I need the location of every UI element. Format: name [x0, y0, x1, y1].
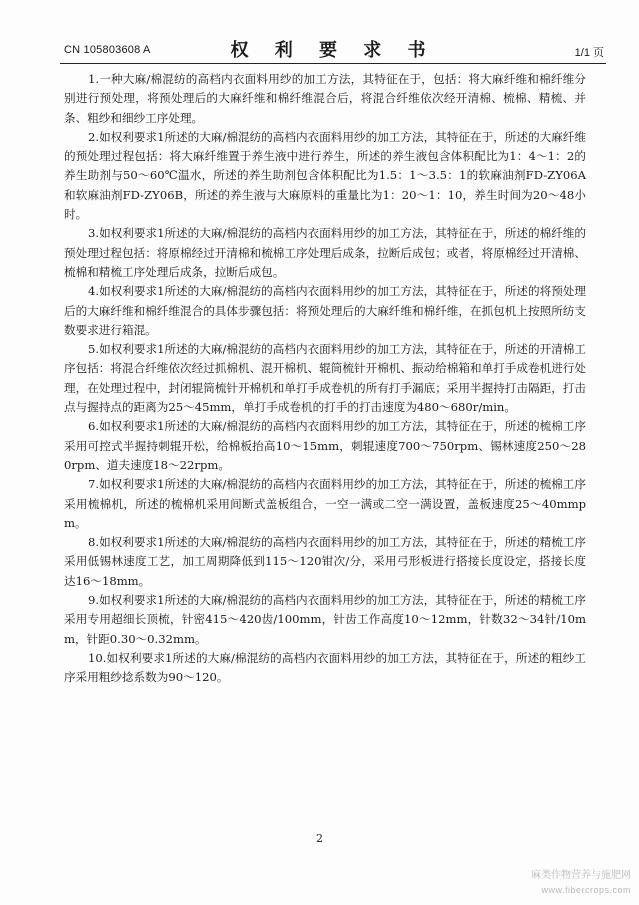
claim-1: 1.一种大麻/棉混纺的高档内衣面料用纱的加工方法，其特征在于，包括：将大麻纤维和棉纤维分别进行预处理，将预处理后的大麻纤维和棉纤维混合后，将混合纤维依次经开清棉、梳棉、精梳、并条、粗纱和细纱工序处理。	[64, 72, 586, 125]
page-title: 权 利 要 求 书	[230, 40, 436, 61]
header-rule	[60, 63, 606, 64]
claim-10: 10.如权利要求1所述的大麻/棉混纺的高档内衣面料用纱的加工方法，其特征在于，所述的粗纱工序采用粗纱捻系数为90～120。	[64, 650, 586, 685]
claim-7: 7.如权利要求1所述的大麻/棉混纺的高档内衣面料用纱的加工方法，其特征在于，所述的梳棉工序采用梳棉机，所述的梳棉机采用间断式盖板组合，一空一满或二空一满设置，盖板速度25～40mmpm。	[64, 477, 586, 530]
claim-4: 4.如权利要求1所述的大麻/棉混纺的高档内衣面料用纱的加工方法，其特征在于，所述的将预处理后的大麻纤维和棉纤维混合的具体步骤包括：将预处理后的大麻纤维和棉纤维，在抓包机上按照所纺支数要求进行箱混。	[64, 284, 586, 337]
claim-8: 8.如权利要求1所述的大麻/棉混纺的高档内衣面料用纱的加工方法，其特征在于，所述的精梳工序采用低锡林速度工艺，加工周期降低到115～120钳次/分，采用弓形板进行搭接长度设定，搭接长度达16～18mm。	[64, 535, 586, 588]
claim-3: 3.如权利要求1所述的大麻/棉混纺的高档内衣面料用纱的加工方法，其特征在于，所述的棉纤维的预处理过程包括：将原棉经过开清棉和梳棉工序处理后成条，拉断后成包；或者，将原棉经过开清棉、梳棉和精梳工序处理后成条，拉断后成包。	[64, 226, 586, 279]
claim-6: 6.如权利要求1所述的大麻/棉混纺的高档内衣面料用纱的加工方法，其特征在于，所述的梳棉工序采用可控式半握持刺辊开松，给棉板抬高10～15mm，刺辊速度700～750rpm、锡林速度250～280rpm、道夫速度18～22rpm。	[64, 419, 586, 472]
claim-5: 5.如权利要求1所述的大麻/棉混纺的高档内衣面料用纱的加工方法，其特征在于，所述的开清棉工序包括：将混合纤维依次经过抓棉机、混开棉机、辊筒梳针开棉机、振动给棉箱和单打手成卷机进行处理，在处理过程中，封闭辊筒梳针开棉机和单打手成卷机的所有打手漏底；采用半握持打击隔距，打击点与握持点的距离为25～45mm，单打手成卷机的打手的打击速度为480～680r/min。	[64, 342, 586, 415]
watermark-url: www.fibercrops.com	[541, 885, 631, 895]
watermark-site-name: 麻类作物营养与施肥网	[531, 870, 631, 881]
page-count: 1/1 页	[574, 47, 604, 59]
page-header	[60, 30, 606, 66]
publication-number: CN 105803608 A	[64, 44, 151, 56]
claim-9: 9.如权利要求1所述的大麻/棉混纺的高档内衣面料用纱的加工方法，其特征在于，所述的精梳工序采用专用超细长顶梳，针密415～420齿/100mm，针齿工作高度10～12mm，针数32～34针/10mm，针距0.30～0.32mm。	[64, 593, 586, 646]
claims-body	[64, 70, 586, 688]
page-number: 2	[316, 832, 323, 845]
claim-2: 2.如权利要求1所述的大麻/棉混纺的高档内衣面料用纱的加工方法，其特征在于，所述的大麻纤维的预处理过程包括：将大麻纤维置于养生液中进行养生，所述的养生液包含体积配比为1：4～1：2的养生助剂与50～60℃温水，所述的养生助剂包含体积配比为1.5：1～3.5：1的软麻油剂FD-ZY06A和软麻油剂FD-ZY06B，所述的养生液与大麻原料的重量比为1：20～1：10，养生时间为20～48小时。	[64, 129, 586, 222]
watermark	[481, 869, 631, 899]
